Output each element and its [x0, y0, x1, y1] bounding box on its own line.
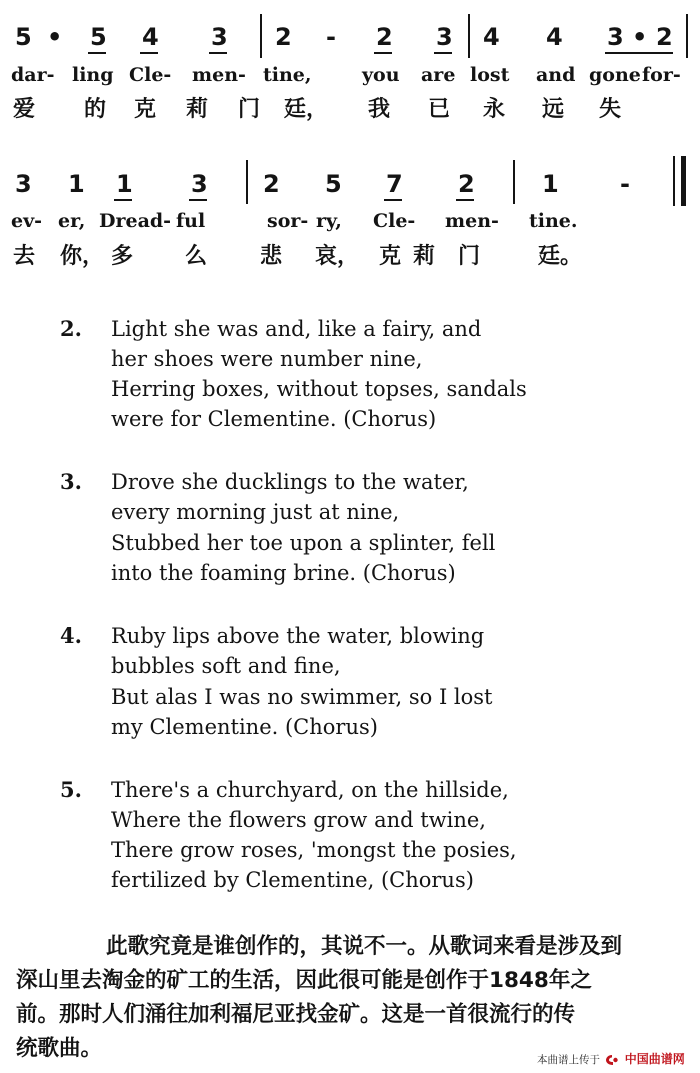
- note: 3: [15, 170, 32, 198]
- lyric-syllable: men-: [445, 210, 499, 232]
- lyric-zh-char: 多: [111, 244, 134, 269]
- eighth-underline: [456, 199, 474, 201]
- verse-line: Ruby lips above the water, blowing: [111, 624, 485, 648]
- note: 2: [263, 170, 280, 198]
- note: 3: [607, 23, 624, 51]
- paragraph-line: 此歌究竟是谁创作的，其说不一。从歌词来看是涉及到: [106, 934, 623, 959]
- verse-number: 5.: [60, 777, 82, 802]
- lyric-syllable: ful: [176, 210, 206, 232]
- upload-text: 本曲谱上传于: [537, 1054, 600, 1066]
- lyric-syllable: tine,: [263, 64, 312, 86]
- verse-line: my Clementine. (Chorus): [111, 715, 378, 739]
- verse-line: But alas I was no swimmer, so I lost: [111, 685, 493, 709]
- note: 2: [656, 23, 673, 51]
- verse-line: bubbles soft and fine,: [111, 654, 341, 678]
- verse-line: Stubbed her toe upon a splinter, fell: [111, 531, 496, 555]
- eighth-underline: [140, 52, 158, 54]
- bar-line: [468, 14, 470, 58]
- dash: -: [620, 170, 630, 198]
- note: 1: [68, 170, 85, 198]
- note: 2: [458, 170, 475, 198]
- lyric-zh-char: 莉: [186, 97, 209, 122]
- lyric-zh-char: 远: [542, 97, 565, 122]
- lyric-zh-char: 门: [238, 97, 261, 122]
- verse-line: There's a churchyard, on the hillside,: [111, 778, 509, 802]
- verse-number: 2.: [60, 316, 82, 341]
- lyric-zh-char: 的: [84, 97, 107, 122]
- dot-note: •: [632, 23, 648, 51]
- bar-line: [260, 14, 262, 58]
- verse-line: There grow roses, 'mongst the posies,: [111, 838, 517, 862]
- lyric-zh-char: 廷。: [538, 244, 583, 269]
- verse-line: Drove she ducklings to the water,: [111, 470, 469, 494]
- lyric-syllable: Cle-: [373, 210, 416, 232]
- site-name[interactable]: 中国曲谱网: [624, 1052, 685, 1066]
- note: 2: [376, 23, 393, 51]
- lyric-syllable: Dread-: [99, 210, 172, 232]
- paragraph-line: 前。那时人们涌往加利福尼亚找金矿。这是一首很流行的传: [16, 1002, 576, 1027]
- eighth-underline: [88, 52, 106, 54]
- verse-line: fertilized by Clementine, (Chorus): [111, 868, 474, 892]
- lyric-zh-char: 哀，: [315, 244, 360, 269]
- note: 7: [386, 170, 403, 198]
- lyric-zh-char: 我: [368, 97, 391, 122]
- note: 4: [546, 23, 563, 51]
- final-bar-thick: [681, 156, 686, 206]
- eighth-underline: [384, 199, 402, 201]
- paragraph-line: 深山里去淘金的矿工的生活，因此很可能是创作于1848年之: [16, 968, 592, 993]
- note: 5: [15, 23, 32, 51]
- verse-number: 4.: [60, 623, 82, 648]
- eighth-underline: [114, 199, 132, 201]
- bar-line: [513, 160, 515, 204]
- upload-footer: [537, 1050, 685, 1067]
- lyric-syllable: for-: [642, 64, 681, 86]
- note: 5: [325, 170, 342, 198]
- lyric-zh-char: 悲: [260, 244, 283, 269]
- lyric-zh-char: 你，: [60, 244, 105, 269]
- paragraph-line: 统歌曲。: [16, 1036, 103, 1061]
- lyric-zh-char: 已: [428, 97, 451, 122]
- lyric-syllable: are: [421, 64, 456, 86]
- lyric-syllable: ev-: [11, 210, 43, 232]
- lyric-syllable: and: [536, 64, 576, 86]
- cn-score-logo-icon: [605, 1054, 619, 1066]
- lyric-syllable: er,: [58, 210, 86, 232]
- lyric-zh-char: 去: [13, 244, 36, 269]
- dot-note: •: [47, 23, 63, 51]
- lyric-zh-char: 门: [458, 244, 481, 269]
- bar-line: [686, 14, 688, 58]
- lyric-syllable: dar-: [11, 64, 55, 86]
- lyric-syllable: gone: [589, 64, 641, 86]
- verse-number: 3.: [60, 469, 82, 494]
- lyric-zh-char: 克: [379, 244, 402, 269]
- eighth-underline: [434, 52, 452, 54]
- eighth-underline: [209, 52, 227, 54]
- verse-line: her shoes were number nine,: [111, 347, 423, 371]
- eighth-underline: [374, 52, 392, 54]
- final-bar-thin: [673, 156, 675, 206]
- lyric-zh-char: 克: [134, 97, 157, 122]
- lyric-syllable: men-: [192, 64, 246, 86]
- note: 4: [142, 23, 159, 51]
- lyric-zh-char: 爱: [13, 97, 36, 122]
- dash: -: [326, 23, 336, 51]
- lyric-syllable: you: [362, 64, 400, 86]
- verse-line: Herring boxes, without topses, sandals: [111, 377, 527, 401]
- verse-line: were for Clementine. (Chorus): [111, 407, 437, 431]
- verse-line: Where the flowers grow and twine,: [111, 808, 486, 832]
- lyric-syllable: lost: [470, 64, 510, 86]
- note: 3: [191, 170, 208, 198]
- lyric-zh-char: 失: [599, 97, 622, 122]
- bar-line: [246, 160, 248, 204]
- lyric-zh-char: 廷，: [284, 97, 329, 122]
- note: 2: [275, 23, 292, 51]
- lyric-zh-char: 么: [185, 244, 208, 269]
- note: 3: [211, 23, 228, 51]
- verse-line: every morning just at nine,: [111, 500, 400, 524]
- lyric-zh-char: 莉: [413, 244, 436, 269]
- lyric-syllable: tine.: [529, 210, 578, 232]
- lyric-zh-char: 永: [483, 97, 506, 122]
- lyric-syllable: ling: [72, 64, 114, 86]
- note: 3: [436, 23, 453, 51]
- note: 1: [116, 170, 133, 198]
- lyric-syllable: ry,: [316, 210, 342, 232]
- verse-line: Light she was and, like a fairy, and: [111, 317, 482, 341]
- eighth-underline: [189, 199, 207, 201]
- note: 4: [483, 23, 500, 51]
- verse-line: into the foaming brine. (Chorus): [111, 561, 456, 585]
- lyric-syllable: sor-: [267, 210, 309, 232]
- eighth-underline: [605, 52, 673, 54]
- lyric-syllable: Cle-: [129, 64, 172, 86]
- note: 1: [542, 170, 559, 198]
- note: 5: [90, 23, 107, 51]
